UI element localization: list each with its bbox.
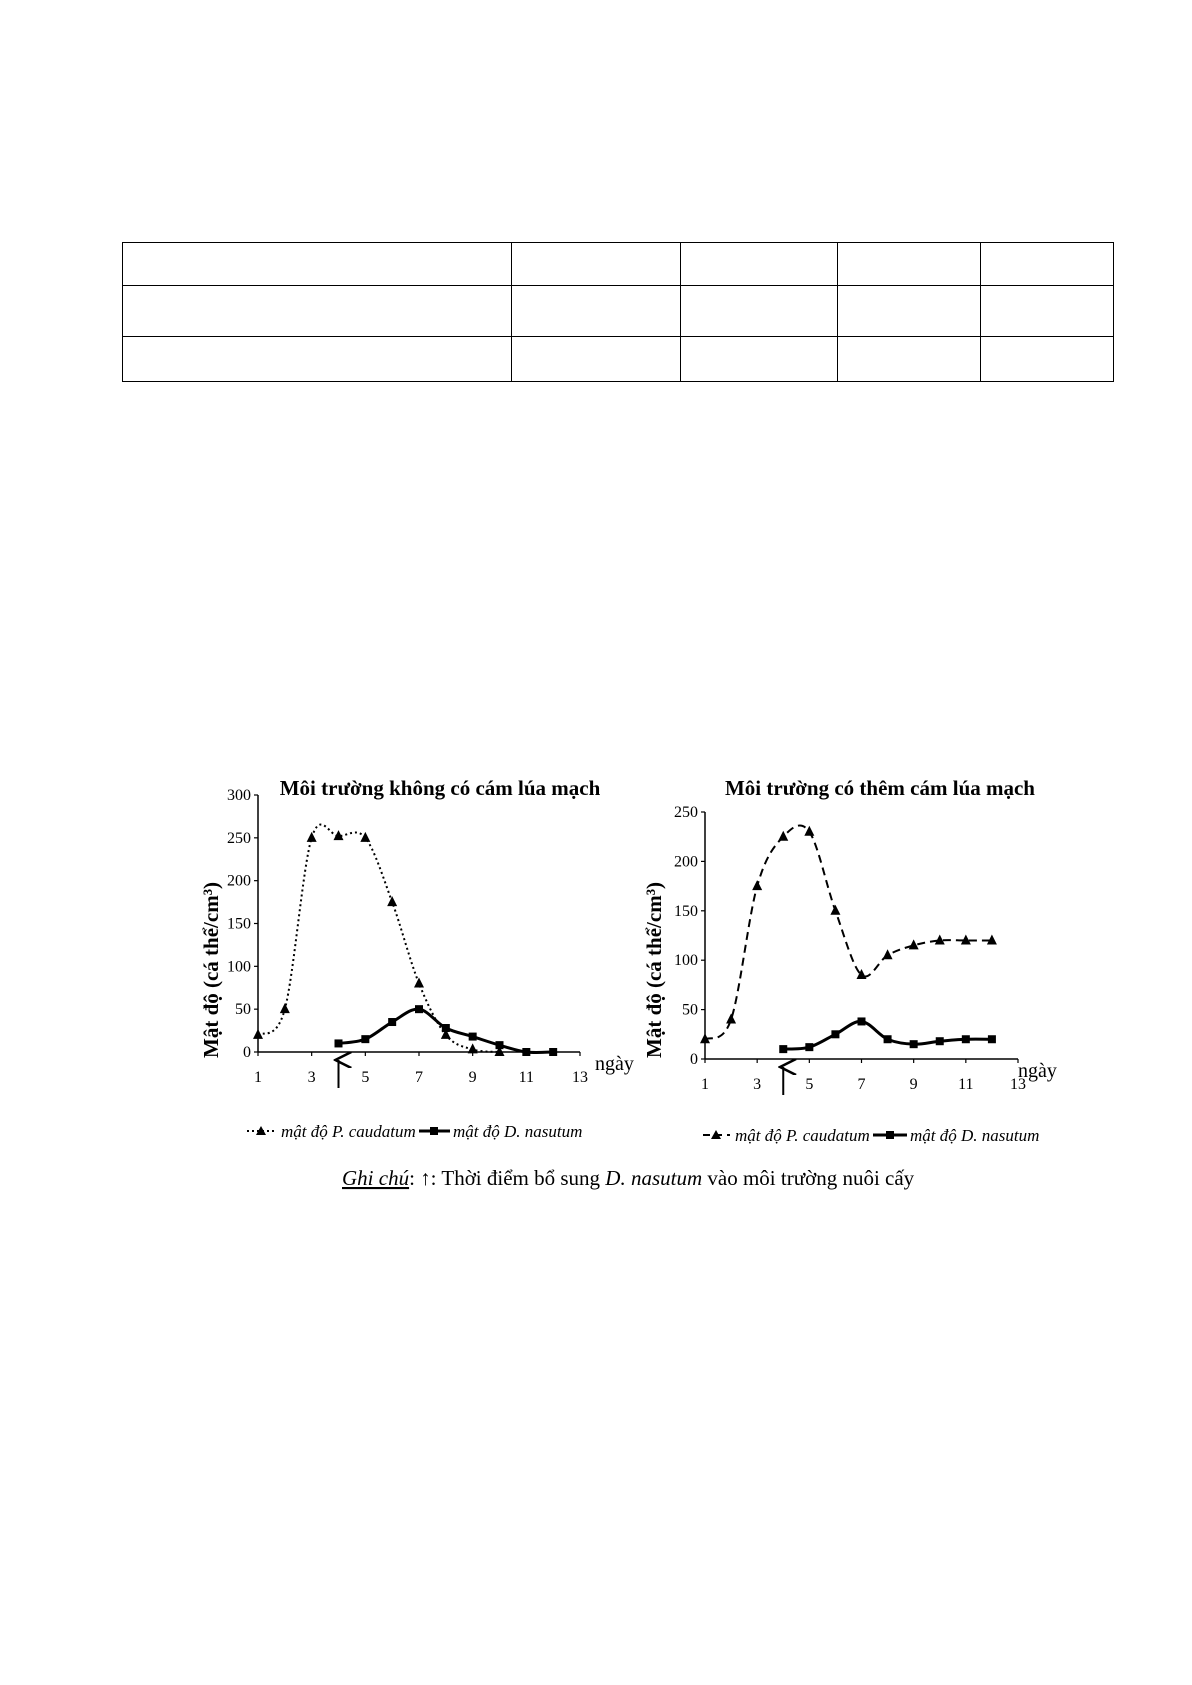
- y-tick-label-left: 0: [243, 1044, 251, 1061]
- data-point-d-nasutum-left: [522, 1048, 530, 1056]
- table-row: [123, 286, 1114, 337]
- data-point-d-nasutum-left: [335, 1039, 343, 1047]
- x-tick-label-left: 5: [361, 1069, 370, 1086]
- data-point-d-nasutum-left: [469, 1033, 477, 1041]
- series-line-p-caudatum-left: [258, 825, 500, 1052]
- table-row: [123, 337, 1114, 382]
- data-point-d-nasutum-right: [805, 1043, 813, 1051]
- empty-table: [122, 242, 1114, 382]
- data-point-d-nasutum-right: [831, 1030, 839, 1038]
- x-tick-label-left: 7: [415, 1069, 423, 1086]
- figure-svg: [195, 765, 1075, 1205]
- data-point-d-nasutum-left: [415, 1005, 423, 1013]
- footnote-text-before: : ↑: Thời điểm bổ sung: [409, 1166, 606, 1190]
- data-point-d-nasutum-right: [988, 1035, 996, 1043]
- legend-label-d-nasutum-right: mật độ D. nasutum: [910, 1126, 1040, 1145]
- legend-left: [247, 1122, 582, 1141]
- y-tick-label-left: 100: [227, 958, 251, 976]
- legend-right: [703, 1126, 1039, 1145]
- data-point-d-nasutum-left: [496, 1041, 504, 1049]
- legend-marker-square-right: [886, 1131, 894, 1139]
- data-point-d-nasutum-left: [442, 1024, 450, 1032]
- footnote: [342, 1166, 915, 1190]
- y-tick-label-left: 250: [227, 829, 251, 847]
- x-tick-label-right: 1: [701, 1076, 709, 1093]
- x-tick-label-right: 13: [1010, 1076, 1026, 1093]
- x-tick-label-right: 7: [857, 1076, 866, 1093]
- data-point-d-nasutum-left: [388, 1018, 396, 1026]
- footnote-label: Ghi chú: [342, 1166, 410, 1190]
- data-point-p-caudatum-left: [280, 1003, 290, 1013]
- data-point-d-nasutum-right: [936, 1037, 944, 1045]
- y-axis-label-left: Mật độ (cá thể/cm³): [199, 882, 223, 1058]
- data-point-d-nasutum-right: [779, 1045, 787, 1053]
- y-axis-label-right: Mật độ (cá thể/cm³): [642, 882, 666, 1058]
- data-point-p-caudatum-right: [830, 905, 840, 915]
- y-tick-label-right: 200: [674, 853, 698, 871]
- x-tick-label-right: 11: [958, 1076, 974, 1093]
- figure: [195, 765, 1075, 1205]
- table-row: [123, 243, 1114, 286]
- x-tick-label-right: 3: [753, 1076, 762, 1093]
- series-line-p-caudatum-right: [705, 826, 992, 1040]
- y-tick-label-right: 250: [674, 804, 698, 821]
- y-tick-label-right: 100: [674, 952, 698, 970]
- y-tick-label-left: 150: [227, 915, 251, 933]
- data-point-p-caudatum-left: [414, 977, 424, 987]
- data-point-d-nasutum-right: [858, 1017, 866, 1025]
- data-point-d-nasutum-right: [910, 1040, 918, 1048]
- x-tick-label-left: 3: [307, 1069, 316, 1086]
- legend-label-p-caudatum-right: mật độ P. caudatum: [735, 1126, 870, 1145]
- y-tick-label-right: 50: [682, 1001, 698, 1019]
- data-point-p-caudatum-right: [778, 831, 788, 841]
- x-tick-label-right: 5: [805, 1076, 814, 1093]
- y-tick-label-right: 0: [690, 1051, 698, 1068]
- data-point-p-caudatum-left: [468, 1043, 478, 1053]
- data-point-p-caudatum-left: [387, 896, 397, 906]
- x-tick-label-left: 1: [254, 1069, 262, 1086]
- data-point-p-caudatum-right: [804, 826, 814, 836]
- data-point-d-nasutum-right: [962, 1035, 970, 1043]
- chart-title-left: Môi trường không có cám lúa mạch: [279, 776, 601, 800]
- y-tick-label-left: 50: [235, 1001, 251, 1019]
- legend-label-d-nasutum-left: mật độ D. nasutum: [453, 1122, 583, 1141]
- data-point-p-caudatum-right: [883, 949, 893, 959]
- footnote-species: D. nasutum: [605, 1166, 703, 1190]
- y-tick-label-left: 200: [227, 872, 251, 890]
- footnote-text-after: vào môi trường nuôi cấy: [702, 1166, 915, 1190]
- data-point-p-caudatum-right: [752, 880, 762, 890]
- x-axis-label-left: ngày: [595, 1053, 634, 1075]
- data-point-d-nasutum-right: [884, 1035, 892, 1043]
- data-point-p-caudatum-left: [307, 832, 317, 842]
- x-tick-label-left: 9: [468, 1069, 477, 1086]
- chart-title-right: Môi trường có thêm cám lúa mạch: [724, 776, 1036, 800]
- data-point-d-nasutum-left: [361, 1035, 369, 1043]
- x-axis-label-right: ngày: [1018, 1060, 1057, 1082]
- x-tick-label-left: 11: [518, 1069, 535, 1086]
- data-point-p-caudatum-right: [726, 1013, 736, 1023]
- x-tick-label-right: 9: [909, 1076, 918, 1093]
- legend-label-p-caudatum-left: mật độ P. caudatum: [281, 1122, 416, 1141]
- y-tick-label-left: 300: [227, 787, 251, 804]
- data-point-p-caudatum-right: [909, 939, 919, 949]
- x-tick-label-left: 13: [572, 1069, 588, 1086]
- legend-marker-square-left: [430, 1127, 438, 1135]
- y-tick-label-right: 150: [674, 902, 698, 920]
- data-point-p-caudatum-left: [253, 1029, 263, 1039]
- data-point-d-nasutum-left: [549, 1048, 557, 1056]
